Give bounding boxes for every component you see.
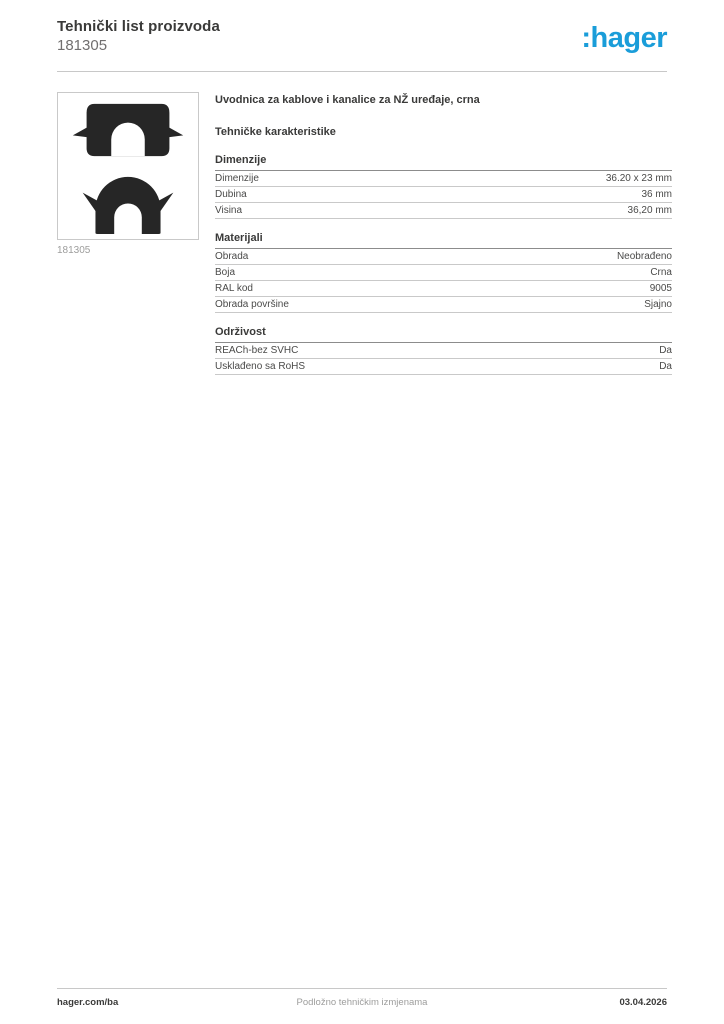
spec-section — [215, 326, 672, 375]
spec-row-label: Boja — [215, 267, 236, 278]
spec-row — [215, 171, 672, 187]
spec-row-value: 36,20 mm — [627, 205, 672, 216]
spec-section — [215, 154, 672, 219]
spec-row-value: Da — [659, 361, 672, 372]
product-image — [57, 92, 199, 240]
spec-row-label: RAL kod — [215, 283, 253, 294]
spec-row — [215, 265, 672, 281]
spec-section-title: Održivost — [215, 326, 672, 343]
hager-logo: :hager — [581, 22, 667, 54]
spec-row-label: Dimenzije — [215, 173, 259, 184]
spec-row-value: Sjajno — [644, 299, 672, 310]
header-divider — [57, 71, 667, 72]
spec-row-label: Dubina — [215, 189, 247, 200]
spec-row — [215, 343, 672, 359]
footer-disclaimer: Podložno tehničkim izmjenama — [296, 997, 428, 1008]
spec-row-value: 36.20 x 23 mm — [605, 173, 672, 184]
document-header — [57, 18, 667, 54]
spec-row — [215, 203, 672, 219]
spec-row — [215, 249, 672, 265]
product-title: Uvodnica za kablove i kanalice za NŽ uređaje, crna — [215, 94, 480, 106]
spec-row-label: Visina — [215, 205, 243, 216]
spec-sections — [215, 154, 672, 375]
spec-row-value: Da — [659, 345, 672, 356]
cable-grommet-icon — [58, 93, 198, 239]
spec-row — [215, 359, 672, 375]
document-footer — [57, 988, 667, 1008]
product-code: 181305 — [57, 37, 108, 54]
spec-row-value: 36 mm — [641, 189, 672, 200]
spec-row — [215, 281, 672, 297]
spec-section — [215, 232, 672, 313]
spec-row — [215, 297, 672, 313]
spec-row-label: Obrada — [215, 251, 249, 262]
image-caption: 181305 — [57, 245, 91, 256]
tech-characteristics-heading: Tehničke karakteristike — [215, 126, 336, 138]
spec-row — [215, 187, 672, 203]
spec-row-value: 9005 — [649, 283, 672, 294]
spec-column — [215, 94, 672, 388]
footer-date: 03.04.2026 — [619, 997, 667, 1008]
spec-row-label: REACh-bez SVHC — [215, 345, 299, 356]
footer-website: hager.com/ba — [57, 997, 119, 1008]
spec-row-value: Crna — [650, 267, 672, 278]
spec-row-value: Neobrađeno — [616, 251, 672, 262]
spec-section-title: Dimenzije — [215, 154, 672, 171]
document-title: Tehnički list proizvoda — [57, 18, 220, 35]
spec-row-label: Usklađeno sa RoHS — [215, 361, 306, 372]
spec-row-label: Obrada površine — [215, 299, 289, 310]
spec-section-title: Materijali — [215, 232, 672, 249]
